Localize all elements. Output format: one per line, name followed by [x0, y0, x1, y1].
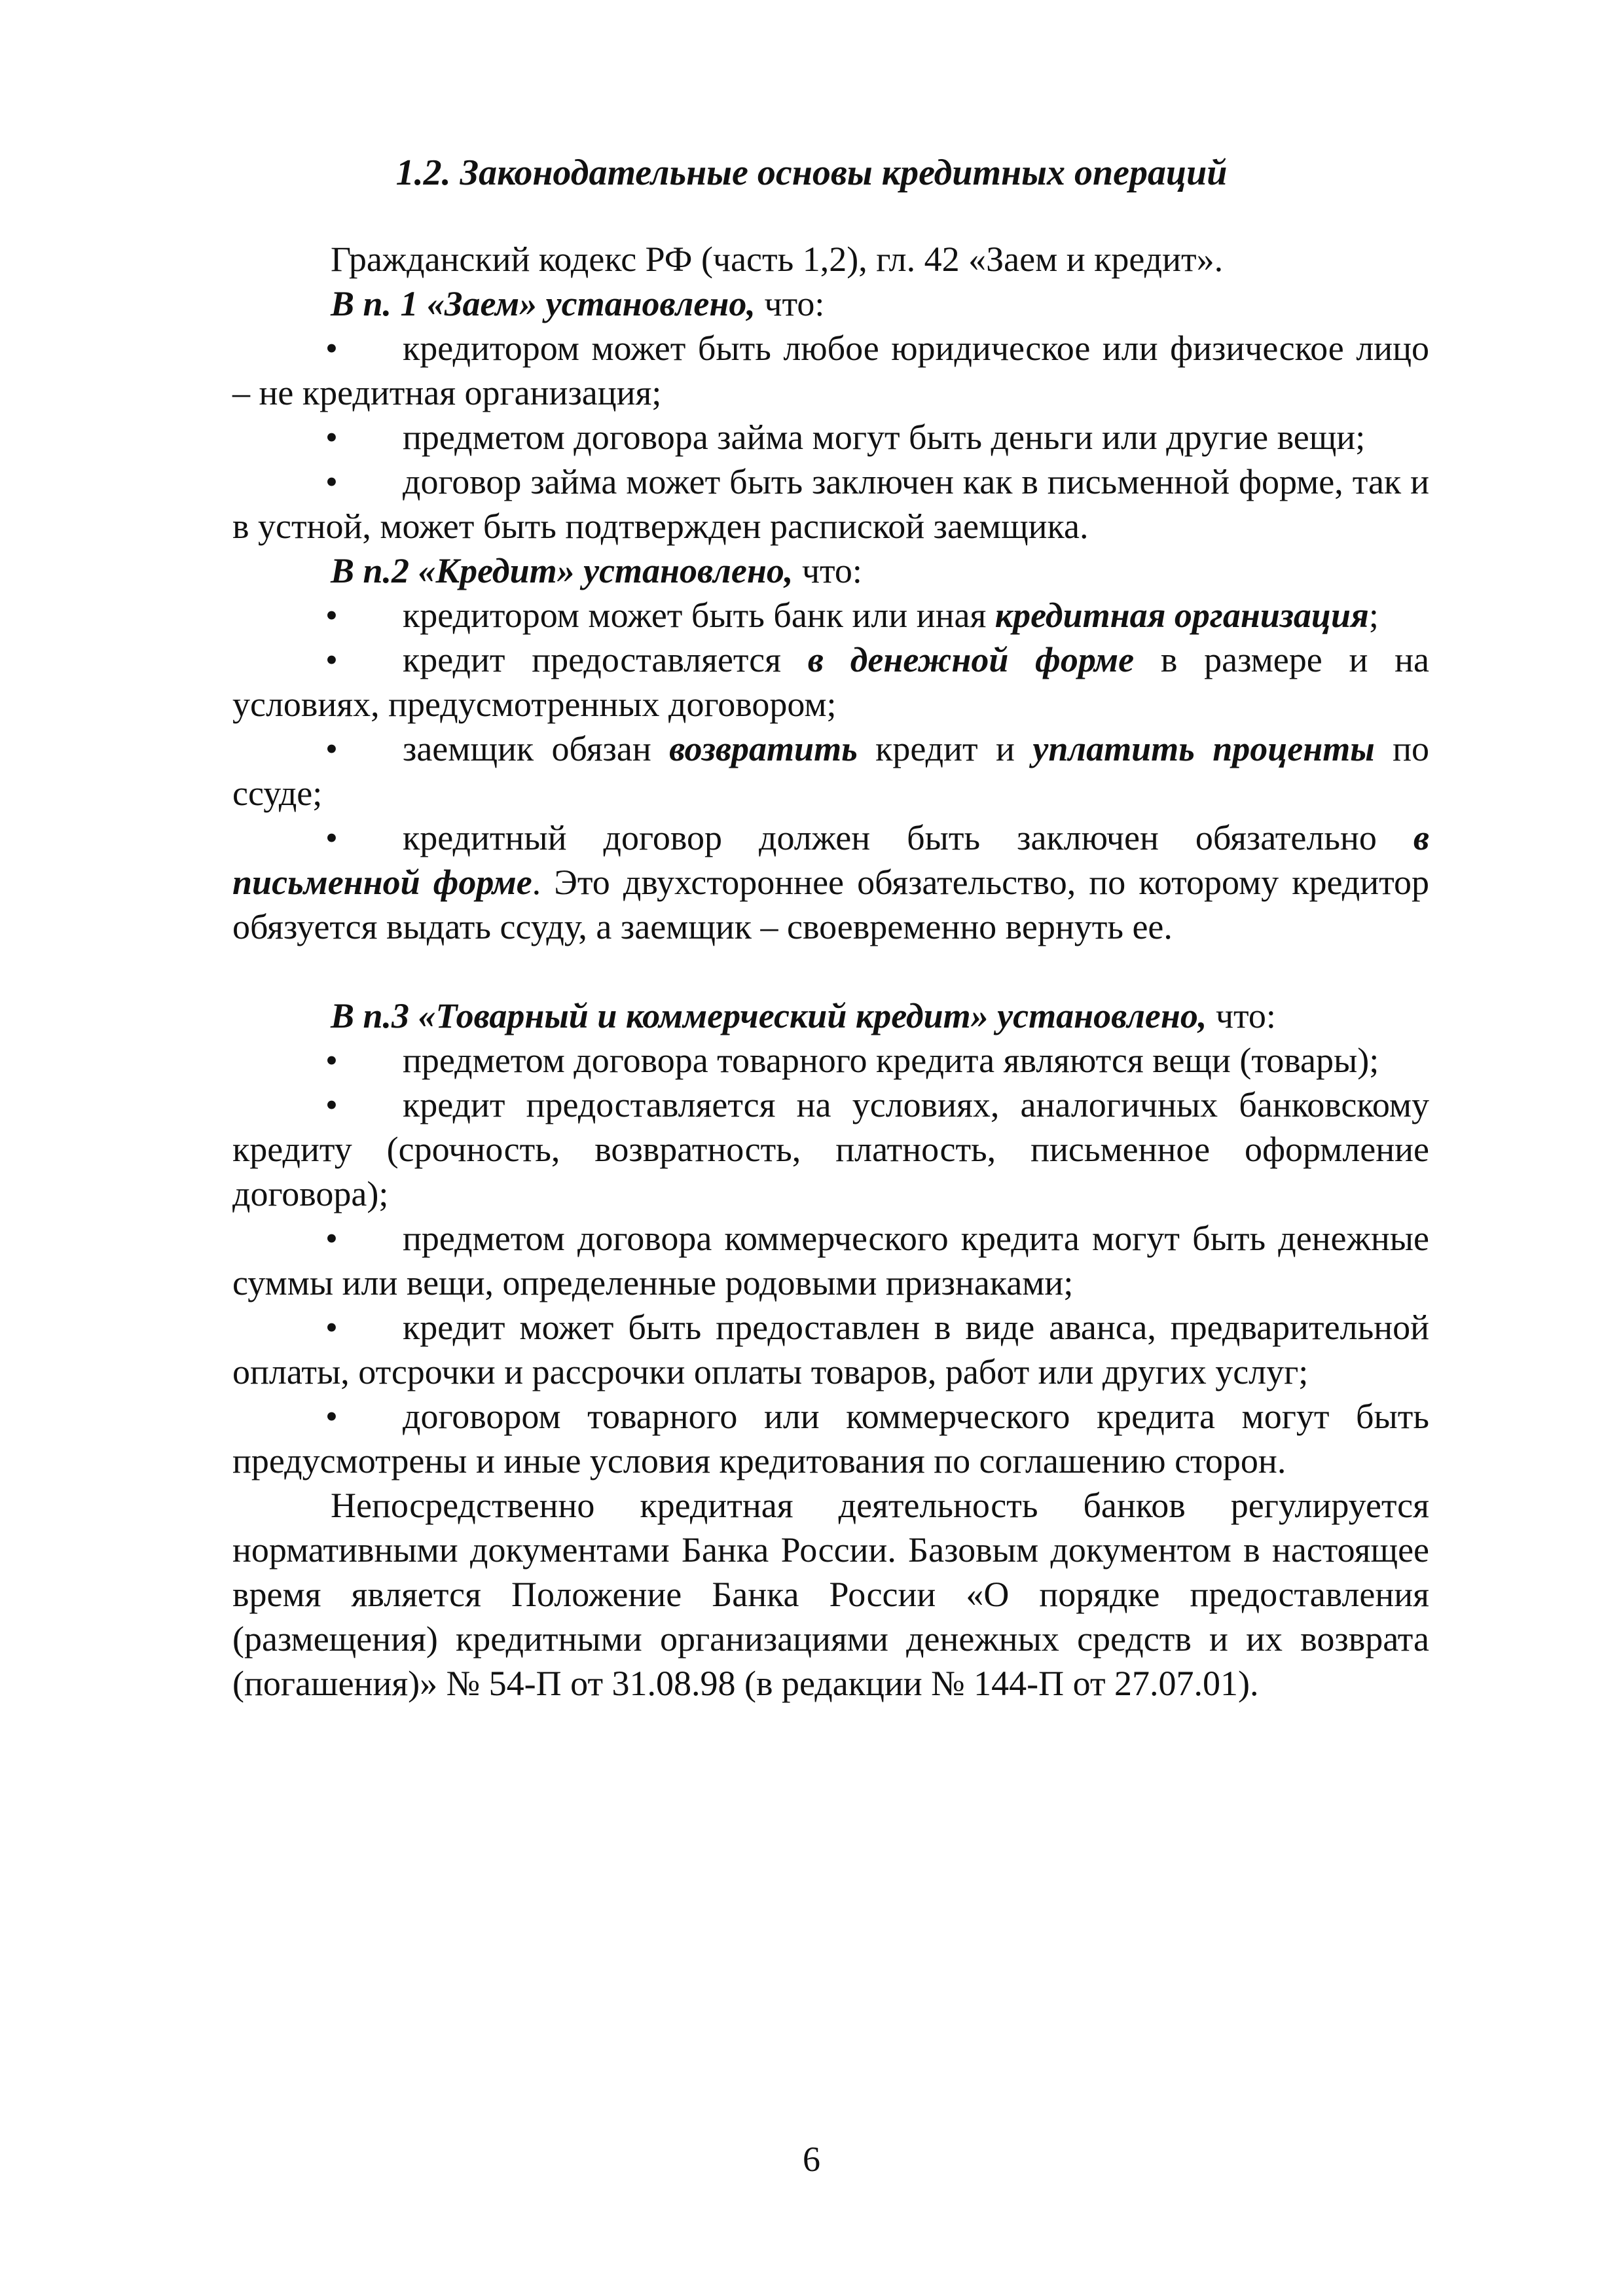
emphasis: уплатить проценты [1032, 729, 1375, 768]
text-run: кредитором может быть банк или иная [403, 596, 995, 635]
section1-heading [232, 281, 1429, 326]
text-run: заемщик обязан [403, 729, 670, 768]
list-item [232, 593, 1429, 637]
emphasis: в денежной форме [807, 640, 1135, 679]
text-run: кредит предоставляется [403, 640, 808, 679]
document-body [232, 237, 1429, 1706]
emphasis: возвратить [669, 729, 858, 768]
section3-heading-bold: В п.3 «Товарный и коммерческий кредит» установлено, [331, 996, 1207, 1035]
section2-heading-tail: что: [793, 551, 862, 590]
list-item: • кредит может быть предоставлен в виде аванса, предварительной оплаты, отсрочки и рассрочки оплаты товаров, работ или других услуг; [232, 1305, 1429, 1394]
closing-paragraph: Непосредственно кредитная деятельность банков регулируется нормативными документами Банка России. Базовым документом в настоящее время является Положение Банка России «О порядке предоставления (размещения) кредитными организациями денежных средств и их возврата (погашения)» № 54-П от 31.08.98 (в редакции № 144-П от 27.07.01). [232, 1486, 1429, 1703]
list-item: • договором товарного или коммерческого кредита могут быть предусмотрены и иные условия кредитования по соглашению сторон. [232, 1394, 1429, 1483]
intro-paragraph: Гражданский кодекс РФ (часть 1,2), гл. 42 «Заем и кредит». [331, 240, 1224, 279]
section2-heading-bold: В п.2 «Кредит» установлено, [331, 551, 793, 590]
section1-heading-bold: В п. 1 «Заем» установлено, [331, 284, 756, 323]
text-run: в размере и на условиях, предусмотренных договором; [232, 640, 1430, 724]
page-number: 6 [803, 2140, 820, 2179]
list-item: • предметом договора займа могут быть деньги или другие вещи; [232, 415, 1429, 459]
emphasis: в письменной форме [232, 818, 1429, 902]
spacer [232, 949, 1429, 994]
section1-heading-tail: что: [755, 284, 825, 323]
emphasis: кредитная организация [994, 596, 1369, 635]
section3-heading [232, 994, 1429, 1038]
section2-heading [232, 548, 1429, 593]
text-run: по ссуде; [232, 729, 1429, 813]
list-item: • кредит предоставляется на условиях, аналогичных банковскому кредиту (срочность, возвратность, платность, письменное оформление договора); [232, 1083, 1429, 1216]
list-item [232, 726, 1429, 816]
list-item: • кредитором может быть любое юридическое или физическое лицо – не кредитная организация; [232, 326, 1429, 415]
list-item: • предметом договора коммерческого кредита могут быть денежные суммы или вещи, определенные родовыми признаками; [232, 1216, 1429, 1305]
section3-heading-tail: что: [1207, 996, 1276, 1035]
list-item [232, 816, 1429, 949]
list-item [232, 637, 1429, 726]
list-item: • договор займа может быть заключен как в письменной форме, так и в устной, может быть подтвержден распиской заемщика. [232, 459, 1429, 548]
text-run: ; [1368, 596, 1379, 635]
text-run: кредитный договор должен быть заключен обязательно [403, 818, 1413, 857]
text-run: . Это двухстороннее обязательство, по которому кредитор обязуется выдать ссуду, а заемщик – своевременно вернуть ее. [232, 863, 1429, 946]
text-run: кредит и [857, 729, 1033, 768]
section-title: 1.2. Законодательные основы кредитных операций [395, 152, 1228, 193]
list-item: • предметом договора товарного кредита являются вещи (товары); [232, 1038, 1429, 1083]
